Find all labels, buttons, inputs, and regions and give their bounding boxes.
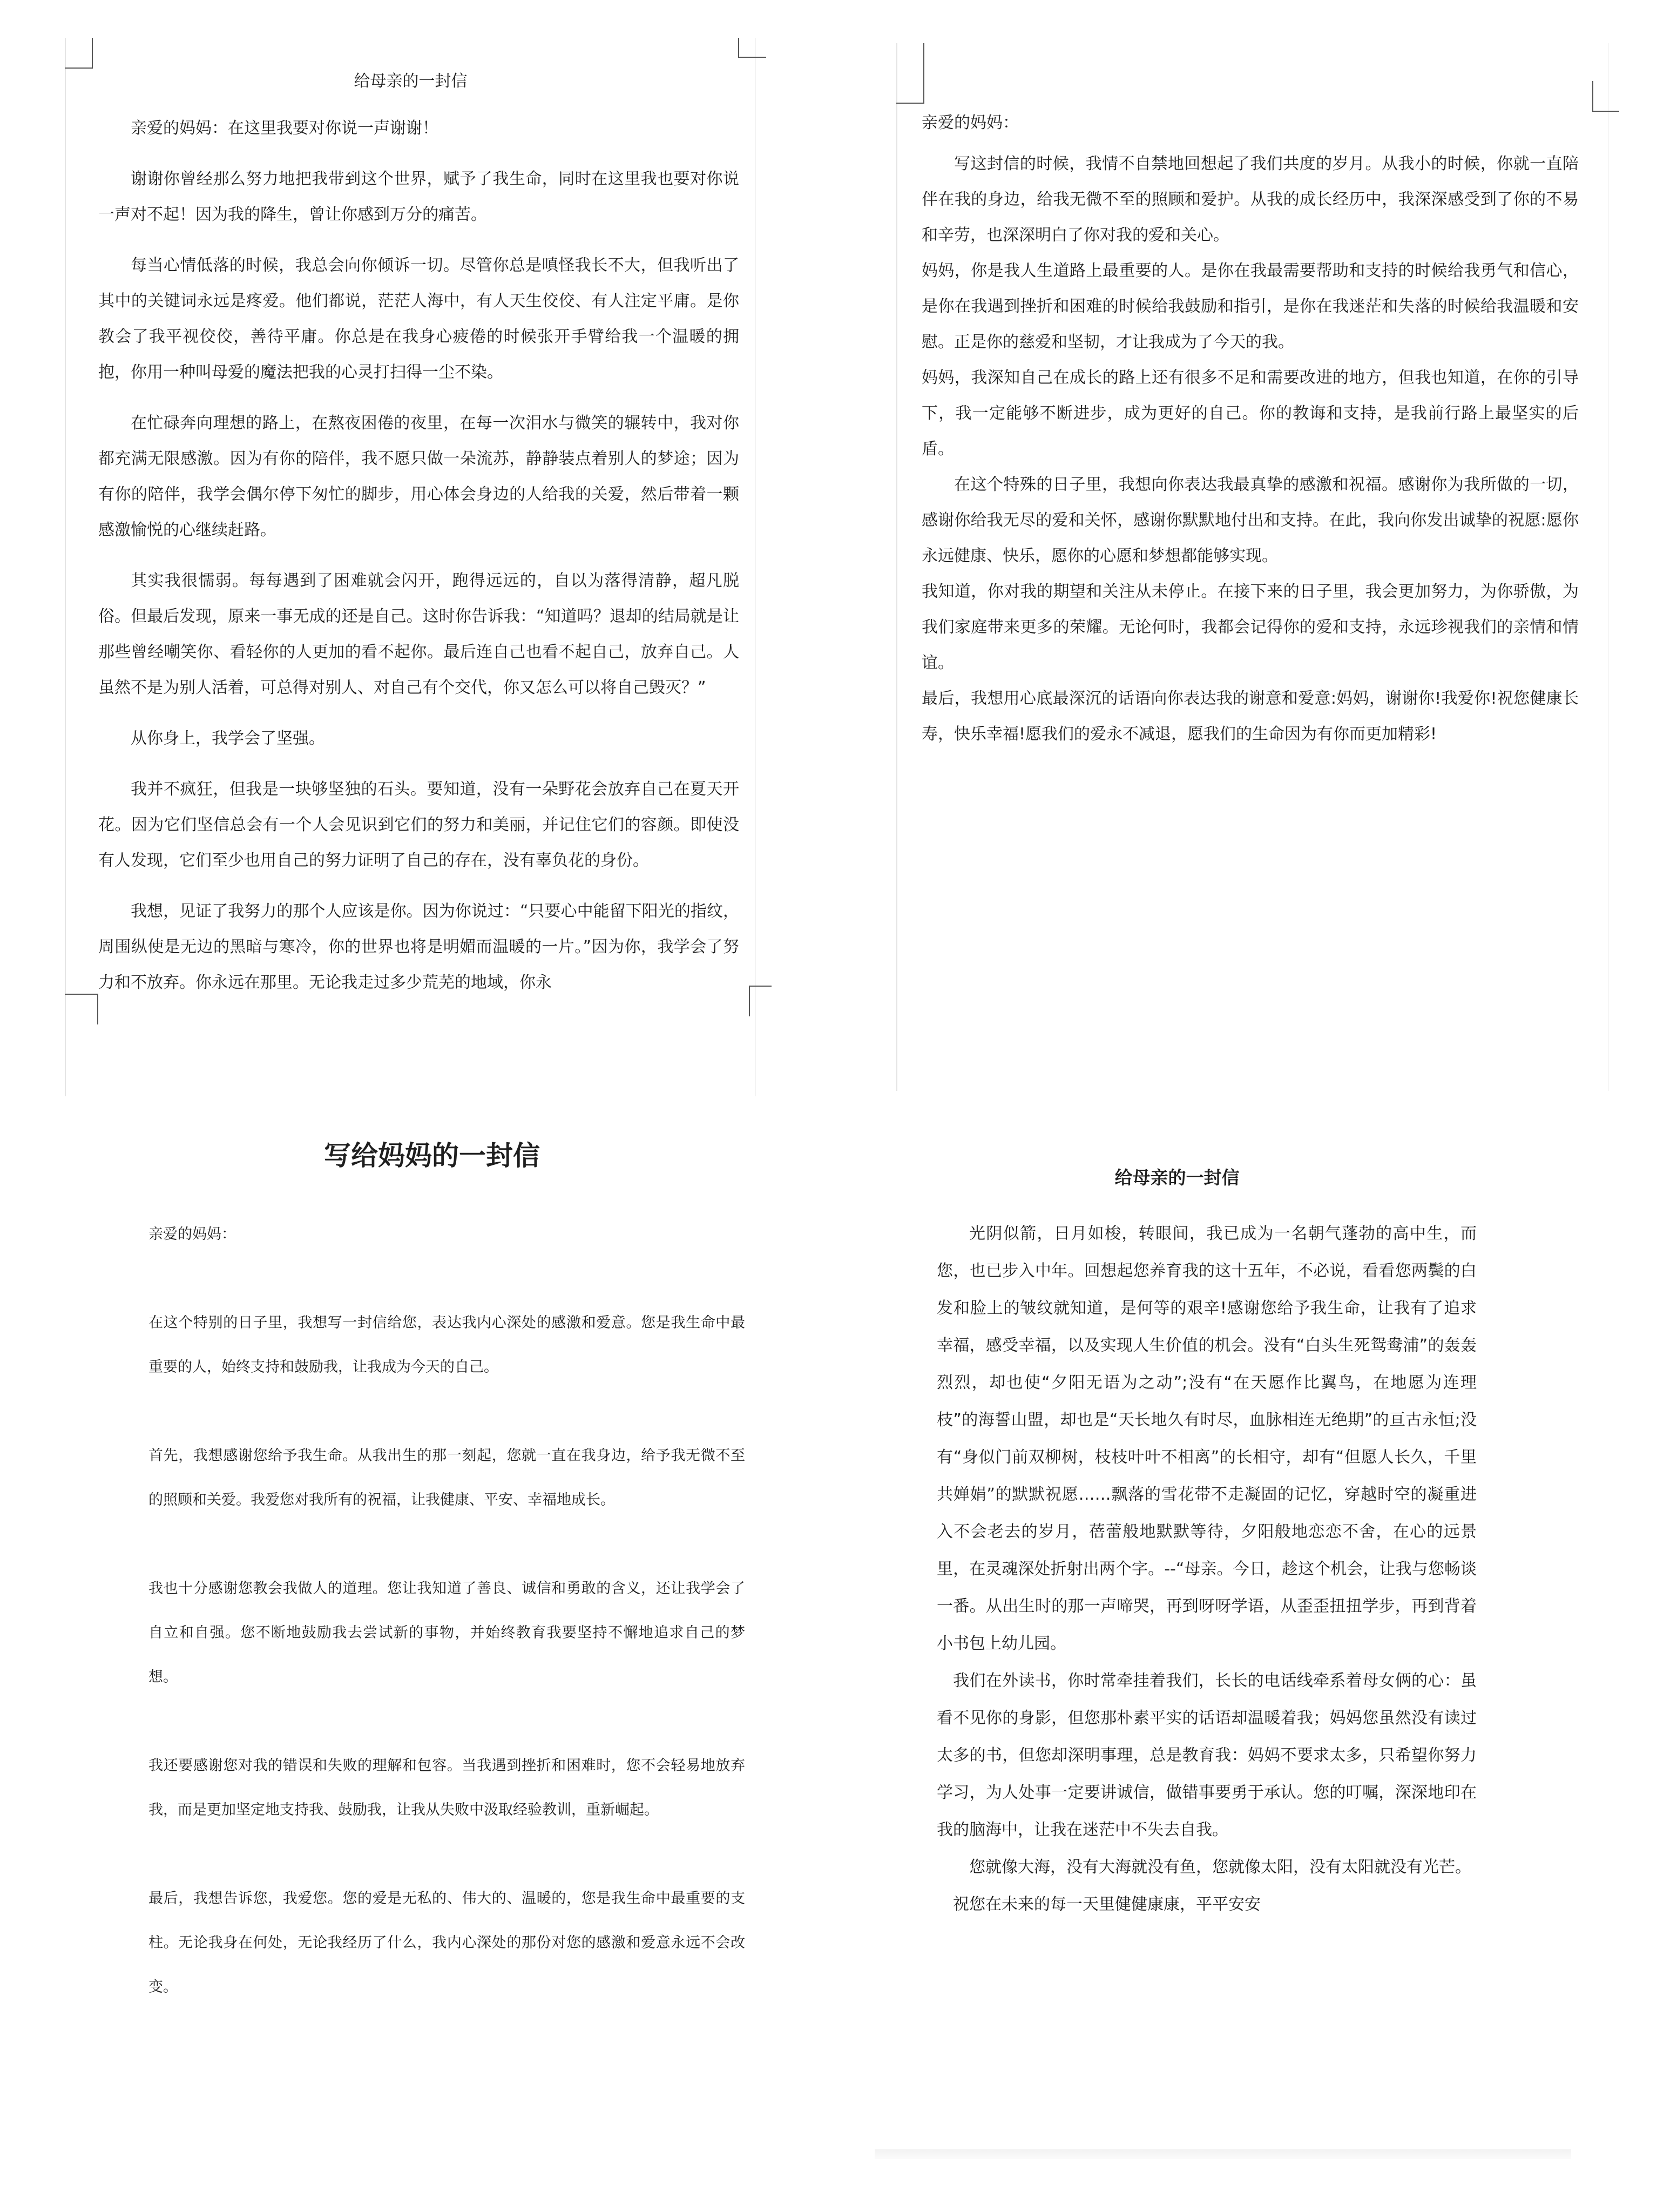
page-edge-shadow <box>875 2149 1571 2159</box>
paragraph: 其实我很懦弱。每每遇到了困难就会闪开，跑得远远的，自以为落得清静，超凡脱俗。但最后发现，原来一事无成的还是自己。这时你告诉我：“知道吗？退却的结局就是让那些曾经嘲笑你、看轻你的人更加的看不起你。最后连自己也看不起自己，放弃自己。人虽然不是为别人活着，可总得对别人、对自己有个交代，你又怎么可以将自己毁灭？” <box>98 571 739 697</box>
paragraph: 写这封信的时候，我情不自禁地回想起了我们共度的岁月。从我小的时候，你就一直陪伴在我的身边，给我无微不至的照顾和爱护。从我的成长经历中，我深深感受到了你的不易和辛劳，也深深明白了你对我的爱和关心。 <box>922 154 1579 245</box>
salutation: 亲爱的妈妈：在这里我要对你说一声谢谢！ <box>131 119 438 138</box>
crop-mark-top-right <box>1592 81 1619 112</box>
paragraph: 首先，我想感谢您给予我生命。从我出生的那一刻起，您就一直在我身边，给予我无微不至的照顾和关爱。我爱您对我所有的祝福，让我健康、平安、幸福地成长。 <box>148 1447 745 1508</box>
closing-line: 祝您在未来的每一天里健健康康，平平安安 <box>953 1895 1261 1914</box>
salutation: 亲爱的妈妈： <box>148 1226 236 1243</box>
paragraph: 在这个特别的日子里，我想写一封信给您，表达我内心深处的感激和爱意。您是我生命中最重要的人，始终支持和鼓励我，让我成为今天的自己。 <box>148 1314 745 1375</box>
paragraph: 您就像大海，没有大海就没有鱼，您就像太阳，没有太阳就没有光芒。 <box>969 1858 1471 1877</box>
paragraph: 光阴似箭，日月如梭，转眼间，我已成为一名朝气蓬勃的高中生，而您，也已步入中年。回想起您养育我的这十五年，不必说，看看您两鬓的白发和脸上的皱纹就知道，是何等的艰辛!感谢您给予我生命，让我有了追求幸福，感受幸福，以及实现人生价值的机会。没有“白头生死鸳鸯浦”的轰轰烈烈，却也使“夕阳无语为之动”;没有“在天愿作比翼鸟，在地愿为连理枝”的海誓山盟，却也是“天长地久有时尽，血脉相连无绝期”的亘古永恒;没有“身似门前双柳树，枝枝叶叶不相离”的长相守，却有“但愿人长久，千里共婵娟”的默默祝愿……飘落的雪花带不走凝固的记忆，穿越时空的凝重进入不会老去的岁月，蓓蕾般地默默等待，夕阳般地恋恋不舍，在心的远景里，在灵魂深处折射出两个字。--“母亲。今日，趁这个机会，让我与您畅谈一番。从出生时的那一声啼哭，再到呀呀学语，从歪歪扭扭学步，再到背着小书包上幼儿园。 <box>937 1224 1477 1653</box>
letter-page-3 <box>108 1123 756 2149</box>
paragraph: 我也十分感谢您教会我做人的道理。您让我知道了善良、诚信和勇敢的含义，还让我学会了自立和自强。您不断地鼓励我去尝试新的事物，并始终教育我要坚持不懈地追求自己的梦想。 <box>148 1580 745 1685</box>
letter-body <box>922 105 1579 752</box>
paragraph: 我还要感谢您对我的错误和失败的理解和包容。当我遇到挫折和困难时，您不会轻易地放弃我，而是更加坚定地支持我、鼓励我，让我从失败中汲取经验教训，重新崛起。 <box>148 1757 745 1818</box>
paragraph: 从你身上，我学会了坚强。 <box>131 729 325 748</box>
page-title: 给母亲的一封信 <box>1114 1167 1240 1188</box>
paragraph: 最后，我想告诉您，我爱您。您的爱是无私的、伟大的、温暖的，您是我生命中最重要的支柱。无论我身在何处，无论我经历了什么，我内心深处的那份对您的感激和爱意永远不会改变。 <box>148 1890 745 1995</box>
crop-mark-top-left <box>65 38 93 69</box>
salutation: 亲爱的妈妈： <box>922 113 1019 132</box>
paragraph: 在忙碌奔向理想的路上，在熬夜困倦的夜里，在每一次泪水与微笑的辗转中，我对你都充满无限感激。因为有你的陪伴，我不愿只做一朵流苏，静静装点着别人的梦途；因为有你的陪伴，我学会偶尔停下匆忙的脚步，用心体会身边的人给我的关爱，然后带着一颗感激愉悦的心继续赶路。 <box>98 414 739 539</box>
crop-mark-bottom-right <box>749 986 772 1016</box>
page-title: 给母亲的一封信 <box>354 72 468 91</box>
paragraph: 最后，我想用心底最深沉的话语向你表达我的谢意和爱意:妈妈，谢谢你!我爱你!祝您健康长寿，快乐幸福!愿我们的爱永不减退，愿我们的生命因为有你而更加精彩! <box>922 689 1579 744</box>
paragraph: 在这个特殊的日子里，我想向你表达我最真挚的感激和祝福。感谢你为我所做的一切，感谢你给我无尽的爱和关怀，感谢你默默地付出和支持。在此，我向你发出诚挚的祝愿:愿你永远健康、快乐，愿你的心愿和梦想都能够实现。 <box>922 475 1579 565</box>
paragraph: 妈妈，我深知自己在成长的路上还有很多不足和需要改进的地方，但我也知道，在你的引导下，我一定能够不断进步，成为更好的自己。你的教诲和支持，是我前行路上最坚实的后盾。 <box>922 368 1579 458</box>
crop-mark-top-right <box>738 38 766 58</box>
paragraph: 每当心情低落的时候，我总会向你倾诉一切。尽管你总是嗔怪我长不大，但我听出了其中的关键词永远是疼爱。他们都说，茫茫人海中，有人天生佼佼、有人注定平庸。是你教会了我平视佼佼，善待平庸。你总是在我身心疲倦的时候张开手臂给我一个温暖的拥抱，你用一种叫母爱的魔法把我的心灵打扫得一尘不染。 <box>98 256 739 382</box>
page-title: 写给妈妈的一封信 <box>324 1140 540 1171</box>
crop-mark-top-left <box>896 43 924 104</box>
paragraph: 我并不疯狂，但我是一块够坚独的石头。要知道，没有一朵野花会放弃自己在夏天开花。因为它们坚信总会有一个人会见识到它们的努力和美丽，并记住它们的容颜。即使没有人发现，它们至少也用自己的努力证明了自己的存在，没有辜负花的身份。 <box>98 780 739 870</box>
paragraph: 我知道，你对我的期望和关注从未停止。在接下来的日子里，我会更加努力，为你骄傲，为我们家庭带来更多的荣耀。无论何时，我都会记得你的爱和支持，永远珍视我们的亲情和情谊。 <box>922 582 1579 672</box>
letter-page-2 <box>896 43 1609 1091</box>
letter-page-4 <box>875 1134 1566 2149</box>
paragraph: 妈妈，你是我人生道路上最重要的人。是你在我最需要帮助和支持的时候给我勇气和信心，是你在我遇到挫折和困难的时候给我鼓励和指引，是你在我迷茫和失落的时候给我温暖和安慰。正是你的慈爱和坚韧，才让我成为了今天的我。 <box>922 261 1579 352</box>
paragraph: 我想，见证了我努力的那个人应该是你。因为你说过：“只要心中能留下阳光的指纹，周围纵使是无边的黑暗与寒冷，你的世界也将是明媚而温暖的一片。”因为你，我学会了努力和不放弃。你永远在那里。无论我走过多少荒芜的地域，你永 <box>98 902 739 992</box>
crop-mark-bottom-left <box>65 994 98 1024</box>
paragraph: 我们在外读书，你时常牵挂着我们，长长的电话线牵系着母女俩的心：虽看不见你的身影，但您那朴素平实的话语却温暖着我；妈妈您虽然没有读过太多的书，但您却深明事理，总是教育我：妈妈不要求太多，只希望你努力学习，为人处事一定要讲诚信，做错事要勇于承认。您的叮嘱，深深地印在我的脑海中，让我在迷茫中不失去自我。 <box>937 1671 1477 1839</box>
letter-body <box>937 1215 1477 1923</box>
letter-body <box>148 1212 745 2009</box>
letter-page-1 <box>65 38 756 1096</box>
letter-body <box>98 111 739 1016</box>
paragraph: 谢谢你曾经那么努力地把我带到这个世界，赋予了我生命，同时在这里我也要对你说一声对不起！因为我的降生，曾让你感到万分的痛苦。 <box>98 170 739 224</box>
